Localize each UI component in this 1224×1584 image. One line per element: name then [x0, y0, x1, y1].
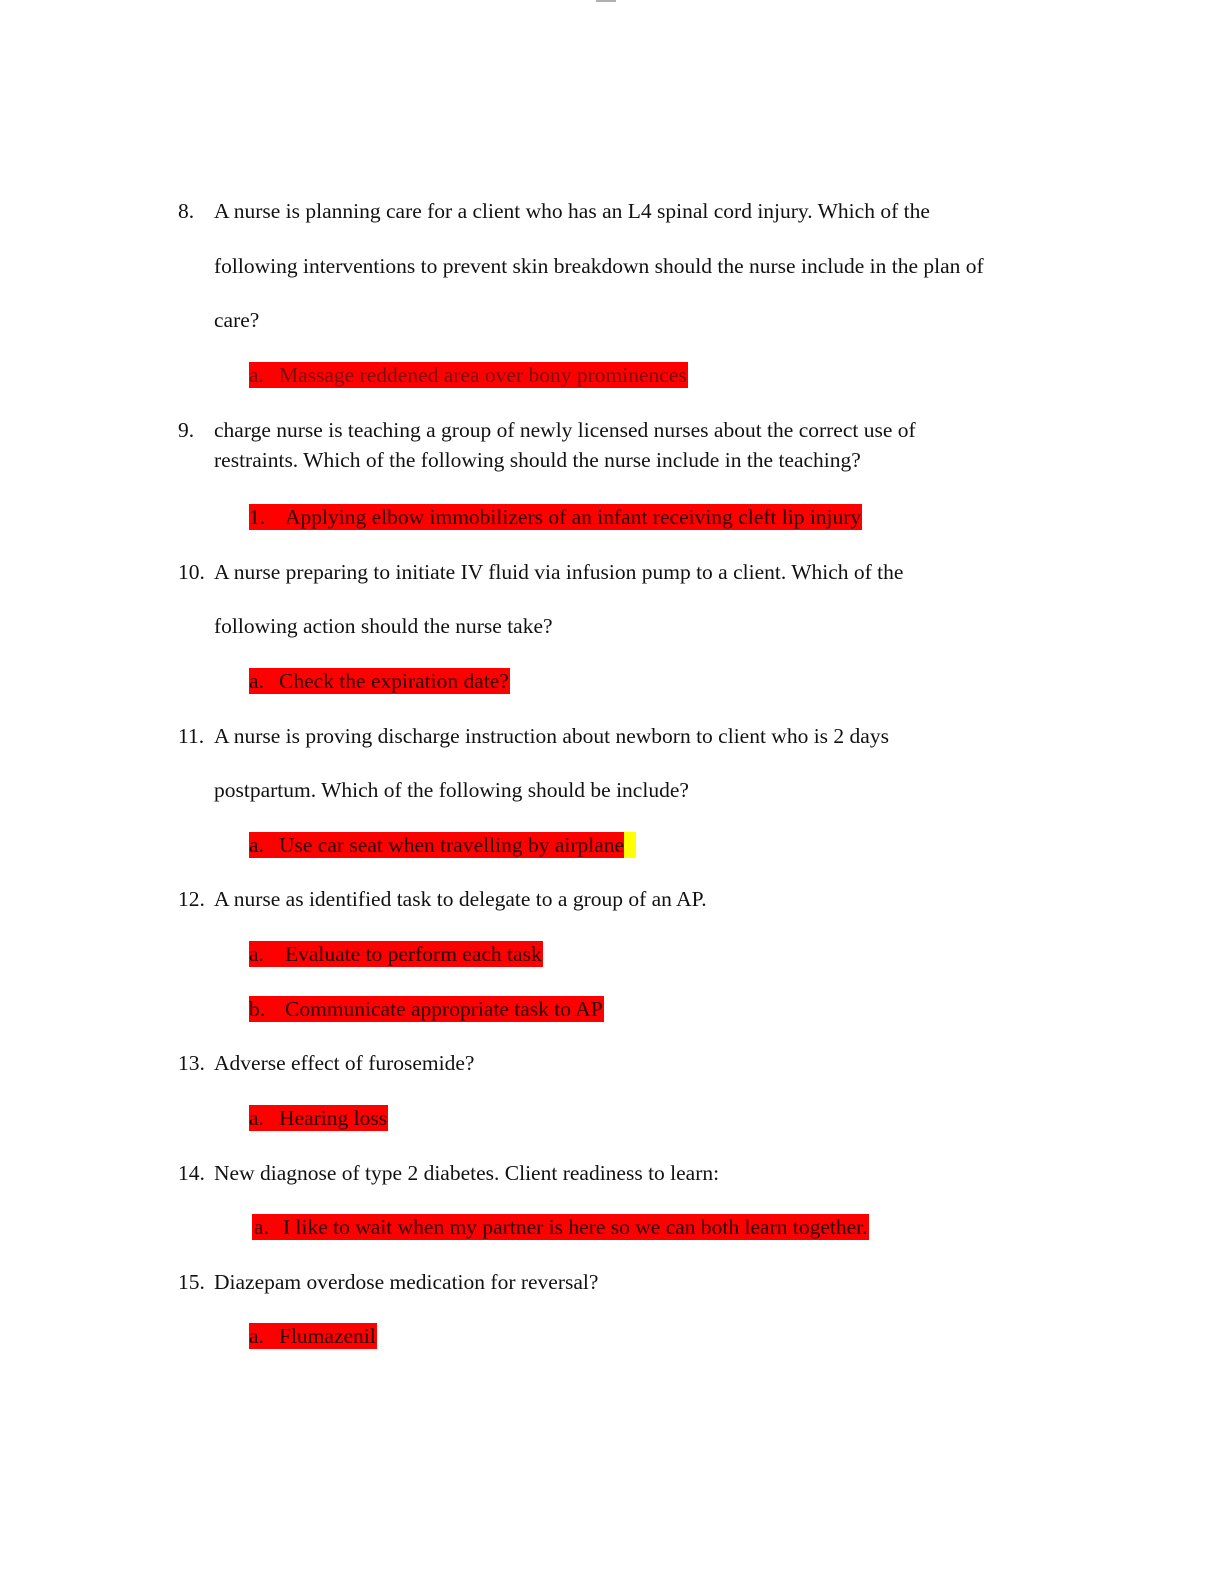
answer-text: Evaluate to perform each task — [285, 942, 542, 966]
question-14-line-1: New diagnose of type 2 diabetes. Client readiness to learn: — [214, 1161, 720, 1185]
answer-text: Applying elbow immobilizers of an infant receiving cleft lip injury — [285, 505, 862, 529]
question-15-line-1: Diazepam overdose medication for reversal? — [214, 1270, 599, 1294]
question-11-number: 11. — [178, 724, 205, 748]
question-8-line-2: following interventions to prevent skin breakdown should the nurse include in the plan of — [214, 254, 984, 278]
answer-text: Communicate appropriate task to AP — [285, 997, 603, 1021]
answer-label: a. — [249, 942, 264, 966]
answer-label: a. — [254, 1215, 269, 1239]
question-13-line-1: Adverse effect of furosemide? — [214, 1051, 475, 1075]
question-10-answer-a — [249, 668, 510, 694]
answer-label: a. — [249, 833, 264, 857]
answer-label: a. — [249, 1106, 264, 1130]
question-14-number: 14. — [178, 1161, 205, 1185]
question-12-answer-a — [249, 941, 543, 967]
answer-text: Flumazenil — [279, 1324, 376, 1348]
answer-text: Massage reddened area over bony prominences — [279, 363, 687, 387]
answer-label: b. — [249, 997, 266, 1021]
question-10-number: 10. — [178, 560, 205, 584]
answer-label: a. — [249, 1324, 264, 1348]
question-13-number: 13. — [178, 1051, 205, 1075]
question-8-answer-a — [249, 362, 688, 388]
question-15-answer-a — [249, 1323, 377, 1349]
answer-text: Use car seat when travelling by airplane — [279, 833, 625, 857]
answer-label: 1. — [249, 505, 266, 529]
question-15-number: 15. — [178, 1270, 205, 1294]
question-14-answer-a — [252, 1214, 869, 1240]
question-8-number: 8. — [178, 199, 195, 223]
answer-label: a. — [249, 669, 264, 693]
question-9-number: 9. — [178, 418, 195, 442]
answer-text: Check the expiration date? — [279, 669, 509, 693]
question-13-answer-a — [249, 1105, 388, 1131]
answer-text: I like to wait when my partner is here so we can both learn together. — [283, 1215, 868, 1239]
question-9-line-1: charge nurse is teaching a group of newly licensed nurses about the correct use of — [214, 418, 916, 442]
question-11-line-1: A nurse is proving discharge instruction about newborn to client who is 2 days — [214, 724, 889, 748]
question-12-number: 12. — [178, 887, 205, 911]
question-10-line-2: following action should the nurse take? — [214, 614, 553, 638]
question-12-answer-b — [249, 996, 604, 1022]
yellow-highlight-mark — [624, 832, 636, 858]
question-8-line-1: A nurse is planning care for a client who has an L4 spinal cord injury. Which of the — [214, 199, 930, 223]
question-11-answer-a — [249, 832, 636, 858]
header-mark — [596, 0, 616, 2]
question-10-line-1: A nurse preparing to initiate IV fluid via infusion pump to a client. Which of the — [214, 560, 904, 584]
question-11-line-2: postpartum. Which of the following should be include? — [214, 778, 689, 802]
question-9-line-2: restraints. Which of the following should the nurse include in the teaching? — [214, 448, 861, 472]
question-9-answer-1 — [249, 504, 862, 530]
question-8-line-3: care? — [214, 308, 260, 332]
answer-label: a. — [249, 363, 264, 387]
question-12-line-1: A nurse as identified task to delegate to a group of an AP. — [214, 887, 707, 911]
answer-text: Hearing loss — [279, 1106, 388, 1130]
